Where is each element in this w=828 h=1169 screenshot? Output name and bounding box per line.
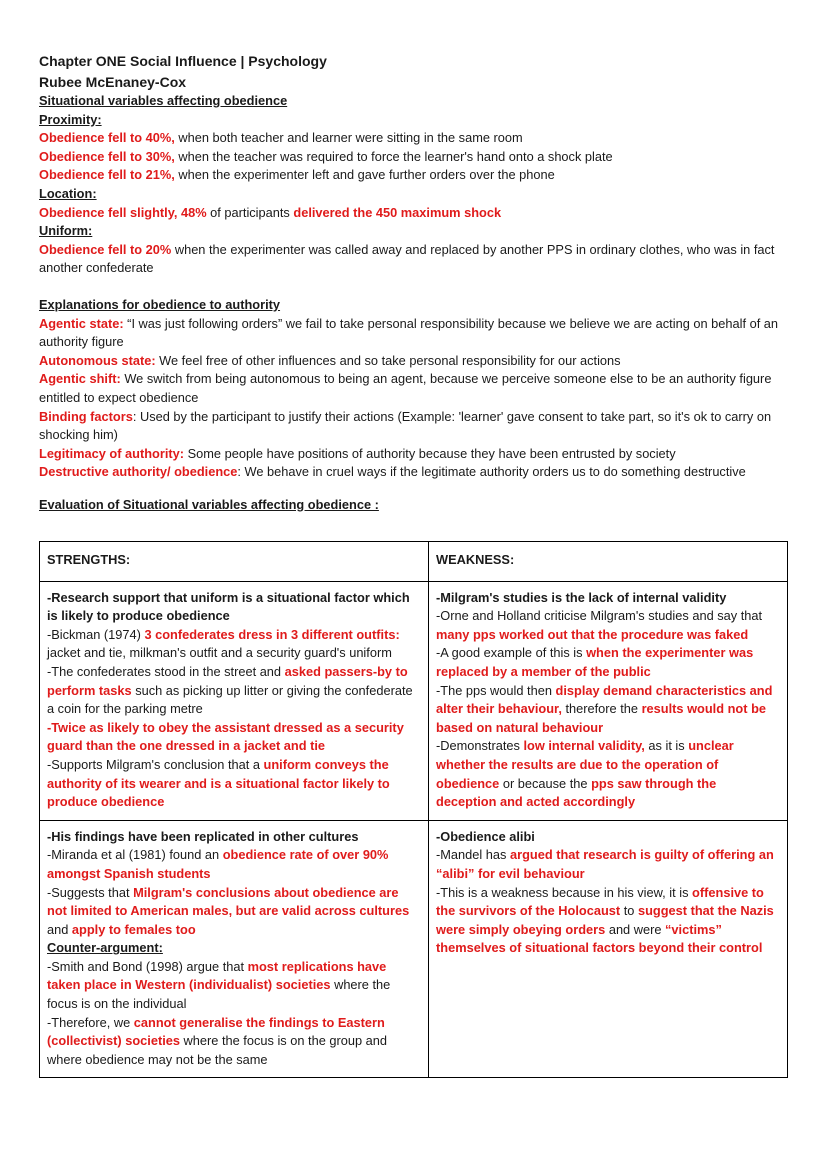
highlight: 3 confederates dress in 3 different outfits:: [144, 626, 400, 642]
highlight: cannot generalise the findings to Eastern (collectivist) societies: [47, 1014, 385, 1049]
strengths-header: STRENGTHS:: [40, 542, 429, 582]
text: -A good example of this is: [436, 645, 587, 661]
strength-title: -Research support that uniform is a situational factor which is likely to produce obedience: [47, 589, 410, 624]
text: as it is: [644, 738, 689, 754]
explanation-item: [39, 352, 791, 371]
table-header-row: [40, 542, 788, 582]
text: when the experimenter was called away and replaced by another PPS in ordinary clothes, who was in fact another confederate: [39, 241, 775, 276]
highlight: Milgram's conclusions about obedience are not limited to American males, but are valid across cultures: [47, 884, 410, 919]
text: -Supports Milgram's conclusion that a: [47, 756, 264, 772]
strength-point: [47, 958, 421, 1014]
weakness-title: -Milgram's studies is the lack of internal validity: [436, 589, 727, 605]
subheading-location: Location:: [39, 185, 97, 201]
text: -The confederates stood in the street and: [47, 663, 285, 679]
highlight: delivered the 450 maximum shock: [293, 204, 502, 220]
highlight: asked passers-by to perform tasks: [47, 663, 408, 698]
document-page: [39, 50, 791, 514]
text: when both teacher and learner were sitting in the same room: [174, 130, 523, 146]
weakness-point: [436, 682, 780, 738]
document-author: Rubee McEnaney-Cox: [39, 74, 187, 90]
text: such as picking up litter or giving the confederate a coin for the parking metre: [47, 682, 413, 717]
explanation-item: [39, 370, 791, 407]
table-row: [40, 820, 788, 1078]
text: -The pps would then: [436, 682, 556, 698]
explanation-term: Binding factors: [39, 408, 133, 424]
explanation-text: “I was just following orders” we fail to take personal responsibility because we believe we are acting on behalf of an authority figure: [39, 315, 779, 350]
highlight: low internal validity,: [523, 738, 645, 754]
text: -This is a weakness because in his view, it is: [436, 884, 693, 900]
uniform-line: [39, 241, 791, 278]
explanation-text: : Used by the participant to justify their actions (Example: 'learner' gave consent to take part, so it's ok to carry on shocking him): [39, 408, 772, 443]
explanation-item: [39, 315, 791, 352]
location-line: [39, 204, 791, 223]
strength-title: -His findings have been replicated in other cultures: [47, 828, 359, 844]
weakness-header: WEAKNESS:: [429, 542, 788, 582]
weakness-point: [436, 846, 780, 883]
proximity-line-2: [39, 148, 791, 167]
explanation-item: [39, 463, 791, 482]
highlight: -Twice as likely to obey the assistant dressed as a security guard than the one dressed in a jacket and tie: [47, 719, 404, 754]
explanation-term: Agentic state:: [39, 315, 124, 331]
explanation-text: : We behave in cruel ways if the legitimate authority orders us to do something destructive: [237, 464, 746, 480]
explanation-term: Agentic shift:: [39, 371, 121, 387]
highlight: most replications have taken place in Western (individualist) societies: [47, 958, 387, 993]
text: where the focus is on the individual: [47, 977, 391, 1012]
spacer: [39, 482, 791, 496]
highlight: Obedience fell to 20%: [39, 241, 172, 257]
document-title: Chapter ONE Social Influence | Psychology: [39, 53, 327, 69]
explanation-text: Some people have positions of authority because they have been entrusted by society: [184, 445, 676, 461]
text: -Orne and Holland criticise Milgram's studies and say that: [436, 608, 763, 624]
strength-cell-1: [40, 581, 429, 820]
text: and were: [605, 921, 666, 937]
highlight: display demand characteristics and alter their behaviour,: [436, 682, 773, 717]
table-row: [40, 581, 788, 820]
counter-argument-label: Counter-argument:: [47, 940, 163, 956]
text: -Mandel has: [436, 847, 510, 863]
proximity-line-3: [39, 166, 791, 185]
highlight: Obedience fell to 40%,: [39, 130, 175, 146]
weakness-cell-2: [429, 820, 788, 1078]
text: when the experimenter left and gave further orders over the phone: [174, 167, 555, 183]
subheading-uniform: Uniform:: [39, 223, 93, 239]
highlight: uniform conveys the authority of its wearer and is a situational factor likely to produce obedience: [47, 756, 390, 810]
spacer: [39, 278, 791, 296]
highlight: Obedience fell to 30%,: [39, 148, 175, 164]
explanation-text: We switch from being autonomous to being an agent, because we perceive someone else to be an authority figure entitled to expect obedience: [39, 371, 772, 405]
text: to: [620, 903, 638, 919]
weakness-point: [436, 884, 780, 958]
text: -Bickman (1974): [47, 626, 145, 642]
explanation-text: We feel free of other influences and so take personal responsibility for our actions: [155, 352, 621, 368]
highlight: many pps worked out that the procedure was faked: [436, 626, 749, 642]
highlight: Obedience fell to 21%,: [39, 167, 175, 183]
explanation-term: Destructive authority/ obedience: [39, 464, 238, 480]
highlight: argued that research is guilty of offering an “alibi” for evil behaviour: [436, 847, 774, 881]
text: when the teacher was required to force the learner's hand onto a shock plate: [174, 148, 613, 164]
highlight: unclear whether the results are due to the operation of obedience: [436, 738, 734, 791]
highlight: offensive to the survivors of the Holocaust: [436, 884, 764, 919]
highlight: results would not be based on natural behaviour: [436, 701, 766, 735]
strength-point: [47, 1014, 421, 1070]
strength-point: [47, 884, 421, 940]
weakness-point: [436, 737, 780, 811]
section-heading-situational: Situational variables affecting obedience: [39, 93, 288, 108]
text: therefore the: [561, 701, 642, 717]
proximity-line-1: [39, 129, 791, 148]
text: jacket and tie, milkman's outfit and a security guard's uniform: [47, 645, 392, 661]
highlight: Obedience fell slightly, 48%: [39, 204, 207, 220]
text: -Miranda et al (1981) found an: [47, 847, 223, 863]
highlight: apply to females too: [71, 921, 196, 937]
text: -Suggests that: [47, 884, 134, 900]
evaluation-table: [39, 541, 788, 1078]
strength-point: [47, 663, 421, 719]
weakness-title: -Obedience alibi: [436, 828, 535, 844]
highlight: when the experimenter was replaced by a member of the public: [436, 645, 754, 679]
strength-cell-2: [40, 820, 429, 1078]
text: -Demonstrates: [436, 738, 524, 754]
strength-point: [47, 719, 421, 756]
explanation-term: Legitimacy of authority:: [39, 445, 185, 461]
highlight: suggest that the Nazis were simply obeying orders: [436, 903, 774, 937]
weakness-point: [436, 644, 780, 681]
explanation-item: [39, 408, 791, 445]
explanation-term: Autonomous state:: [39, 352, 156, 368]
text: or because the: [499, 775, 592, 791]
text: where the focus is on the group and where obedience may not be the same: [47, 1033, 388, 1067]
highlight: obedience rate of over 90% amongst Spanish students: [47, 847, 389, 881]
section-heading-evaluation: Evaluation of Situational variables affecting obedience :: [39, 496, 379, 512]
weakness-point: [436, 607, 780, 644]
weakness-cell-1: [429, 581, 788, 820]
text: -Smith and Bond (1998) argue that: [47, 958, 248, 974]
highlight: “victims” themselves of situational factors beyond their control: [436, 921, 763, 956]
text: and: [47, 921, 72, 937]
strength-point: [47, 626, 421, 663]
highlight: pps saw through the deception and acted accordingly: [436, 775, 717, 810]
section-heading-explanations: Explanations for obedience to authority: [39, 296, 281, 312]
strength-point: [47, 756, 421, 812]
subheading-proximity: Proximity:: [39, 111, 102, 127]
text: of participants: [206, 204, 294, 220]
explanation-item: [39, 445, 791, 464]
strength-point: [47, 846, 421, 883]
text: -Therefore, we: [47, 1014, 134, 1030]
